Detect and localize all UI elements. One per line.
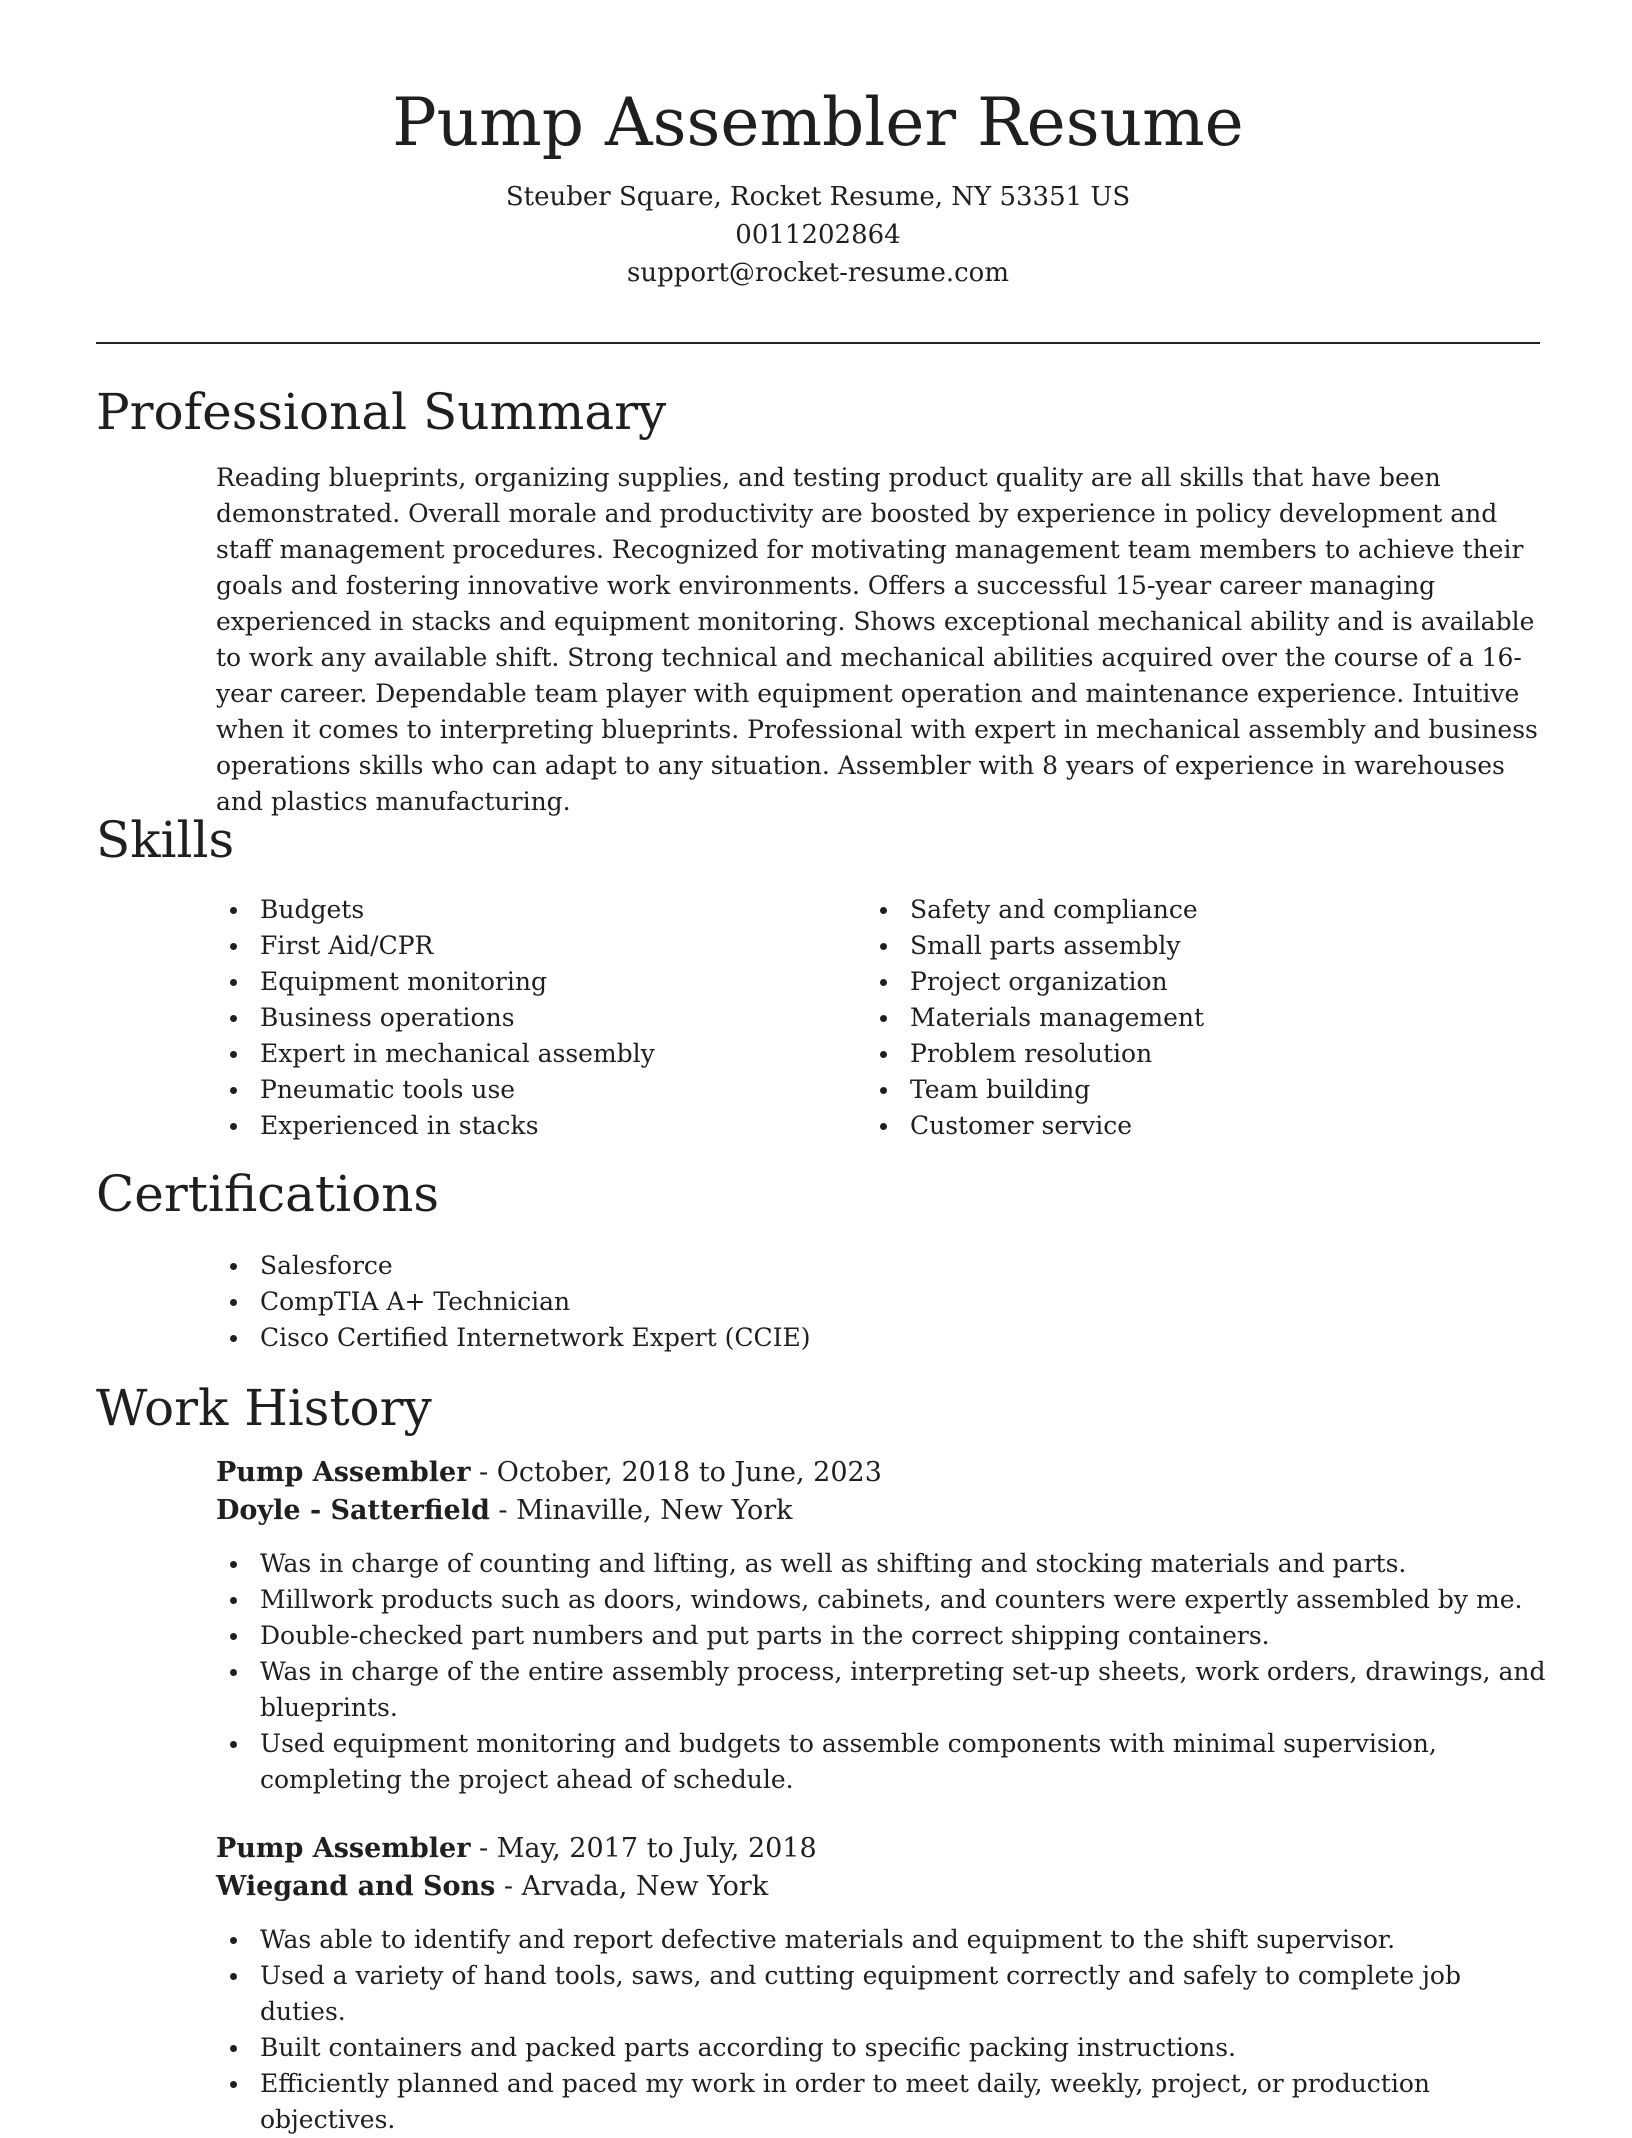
skill-item: Project organization: [866, 964, 1506, 1000]
contact-phone: 0011202864: [735, 220, 901, 250]
job-duty-item: Used a variety of hand tools, saws, and cutting equipment correctly and safely to complete job duties.: [216, 1958, 1546, 2030]
summary-text: Reading blueprints, organizing supplies, and testing product quality are all skills that have been demonstrated. Overall morale and productivity are boosted by experience in policy development and staff management procedures. Recognized for motivating management team members to achieve their goals and fostering innovative work environments. Offers a successful 15-year career managing experienced in stacks and equipment monitoring. Shows exceptional mechanical ability and is available to work any available shift. Strong technical and mechanical abilities acquired over the course of a 16-year career. Dependable team player with equipment operation and maintenance experience. Intuitive when it comes to interpreting blueprints. Professional with expert in mechanical assembly and business operations skills who can adapt to any situation. Assembler with 8 years of experience in warehouses and plastics manufacturing.: [216, 463, 1538, 816]
summary-heading: Professional Summary: [96, 383, 667, 441]
job-duty-item: Built containers and packed parts according to specific packing instructions.: [216, 2030, 1546, 2066]
resume-header: [96, 80, 1540, 292]
job-entry: [216, 1454, 1546, 1798]
certifications-heading: Certifications: [96, 1165, 440, 1223]
skill-item: Budgets: [216, 892, 836, 928]
job-company: Doyle - Satterfield: [216, 1495, 490, 1526]
job-title-line: [216, 1830, 1546, 1868]
job-company: Wiegand and Sons: [216, 1871, 496, 1902]
job-role: Pump Assembler: [216, 1457, 471, 1488]
skill-item: Small parts assembly: [866, 928, 1506, 964]
job-location: - Minaville, New York: [489, 1495, 793, 1526]
certification-item: CompTIA A+ Technician: [216, 1284, 1516, 1320]
skill-item: Safety and compliance: [866, 892, 1506, 928]
skill-item: Materials management: [866, 1000, 1506, 1036]
skill-item: Customer service: [866, 1108, 1506, 1144]
job-duty-item: Millwork products such as doors, windows, cabinets, and counters were expertly assembled by me.: [216, 1582, 1546, 1618]
job-entry: [216, 1830, 1546, 2138]
skill-item: Equipment monitoring: [216, 964, 836, 1000]
job-dates: - May, 2017 to July, 2018: [470, 1833, 817, 1864]
skill-item: Business operations: [216, 1000, 836, 1036]
work-history-heading: Work History: [96, 1379, 432, 1437]
job-duty-item: Was in charge of the entire assembly process, interpreting set-up sheets, work orders, drawings, and blueprints.: [216, 1654, 1546, 1726]
page-title: Pump Assembler Resume: [392, 84, 1244, 161]
skill-item: First Aid/CPR: [216, 928, 836, 964]
certification-item: Salesforce: [216, 1248, 1516, 1284]
job-dates: - October, 2018 to June, 2023: [470, 1457, 882, 1488]
header-divider: [96, 342, 1540, 344]
job-company-line: [216, 1492, 1546, 1530]
job-duty-item: Was able to identify and report defective materials and equipment to the shift supervisor.: [216, 1922, 1546, 1958]
job-duties-list: [216, 1922, 1546, 2138]
job-role: Pump Assembler: [216, 1833, 471, 1864]
job-duty-item: Used equipment monitoring and budgets to assemble components with minimal supervision, completing the project ahead of schedule.: [216, 1726, 1546, 1798]
skills-list-left: [216, 892, 836, 1144]
certification-item: Cisco Certified Internetwork Expert (CCIE): [216, 1320, 1516, 1356]
certifications-list: [216, 1248, 1516, 1356]
contact-email[interactable]: support@rocket-resume.com: [626, 258, 1009, 288]
job-company-line: [216, 1868, 1546, 1906]
skill-item: Team building: [866, 1072, 1506, 1108]
skill-item: Pneumatic tools use: [216, 1072, 836, 1108]
skill-item: Experienced in stacks: [216, 1108, 836, 1144]
job-duty-item: Was in charge of counting and lifting, as well as shifting and stocking materials and parts.: [216, 1546, 1546, 1582]
job-duties-list: [216, 1546, 1546, 1798]
contact-address: Steuber Square, Rocket Resume, NY 53351 US: [505, 182, 1131, 212]
job-title-line: [216, 1454, 1546, 1492]
skills-heading: Skills: [96, 811, 235, 869]
job-duty-item: Efficiently planned and paced my work in order to meet daily, weekly, project, or production objectives.: [216, 2066, 1546, 2138]
job-location: - Arvada, New York: [495, 1871, 769, 1902]
contact-info: [96, 178, 1540, 292]
skills-list-right: [866, 892, 1506, 1144]
skill-item: Expert in mechanical assembly: [216, 1036, 836, 1072]
job-duty-item: Double-checked part numbers and put parts in the correct shipping containers.: [216, 1618, 1546, 1654]
skill-item: Problem resolution: [866, 1036, 1506, 1072]
